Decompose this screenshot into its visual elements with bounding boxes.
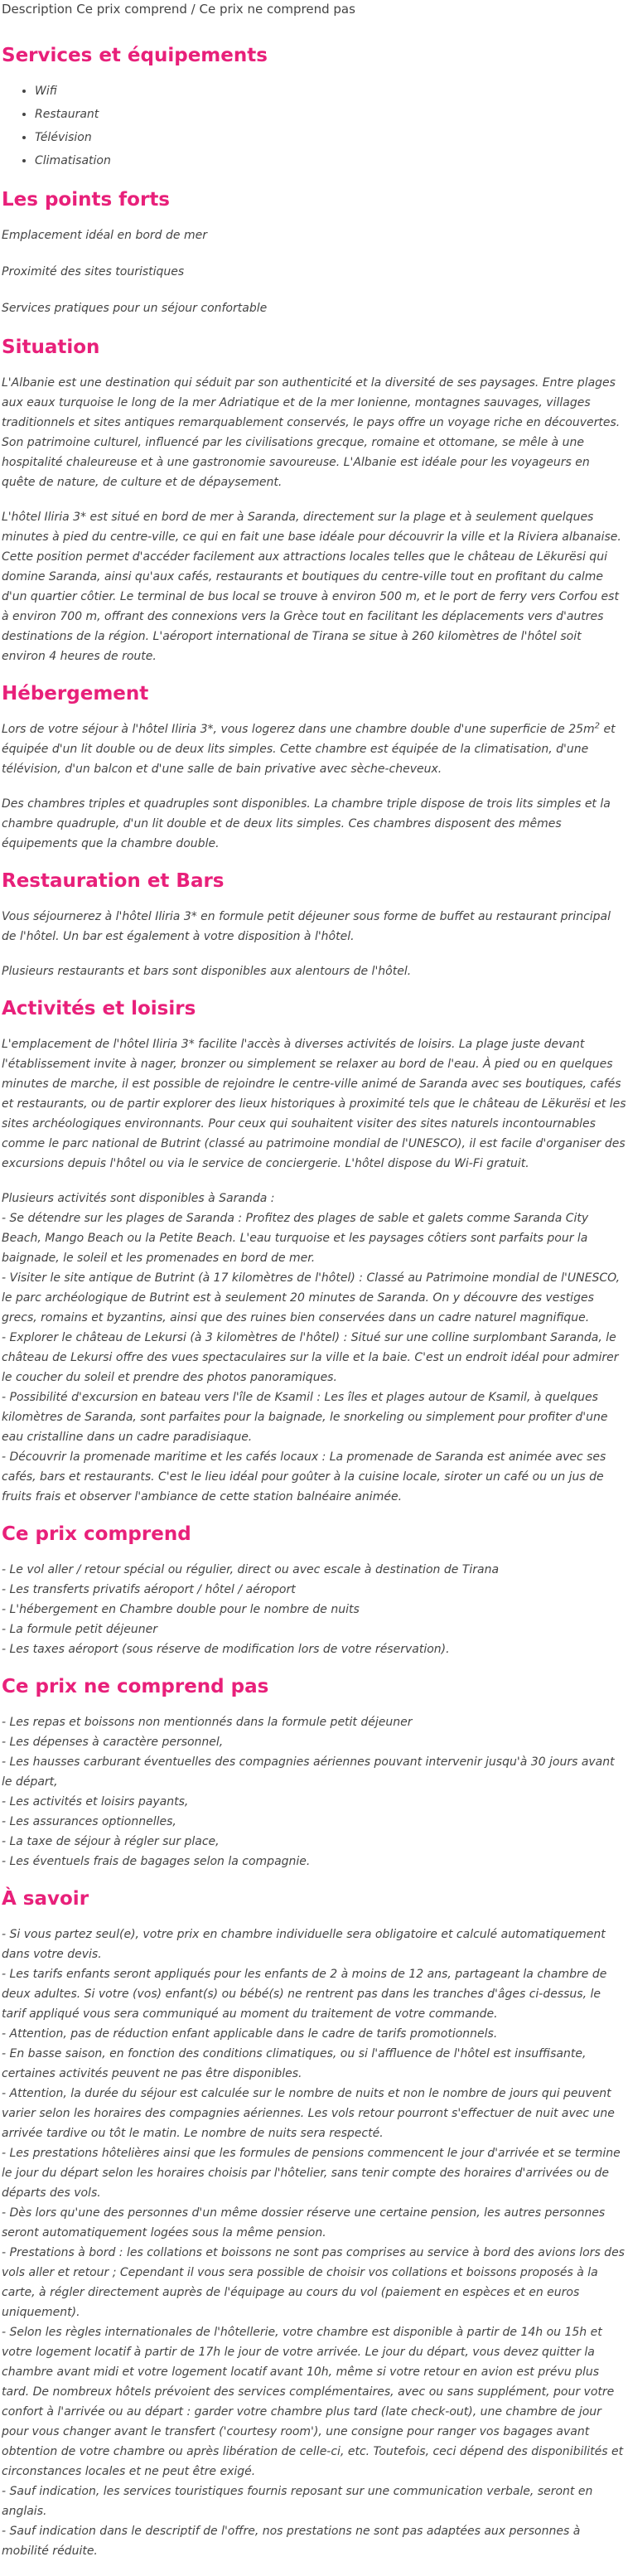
included-title: Ce prix comprend bbox=[2, 1523, 191, 1545]
service-item: • Climatisation bbox=[35, 151, 626, 171]
excluded-list bbox=[2, 1712, 626, 1871]
good-to-know-item: - Les prestations hôtelières ainsi que les formules de pensions commencent le jour d'arrivée et se termine le jour du départ selon les horaires choisis par l'hôtelier, sans tenir compte des horaires d'arrivées ou de départs des vols. bbox=[2, 2147, 621, 2200]
activity-item: - Découvrir la promenade maritime et les cafés locaux : La promenade de Saranda est animée avec ses cafés, bars et restaurants. C'est le lieu idéal pour goûter à la cuisine locale, siroter un café ou un jus de fruits frais et observer l'ambiance de cette station balnéaire animée. bbox=[2, 1450, 606, 1503]
situation-title: Situation bbox=[2, 337, 100, 358]
highlights-section bbox=[2, 187, 626, 318]
dining-paragraph: Vous séjournerez à l'hôtel Iliria 3* en formule petit déjeuner sous forme de buffet au restaurant principal de l'hôtel. Un bar est également à votre disposition à l'hôtel. bbox=[2, 910, 611, 943]
activities-title: Activités et loisirs bbox=[2, 998, 196, 1019]
good-to-know-item: - Prestations à bord : les collations et boissons ne sont pas comprises au service à bord des avions lors des vols aller et retour ; Cependant il vous sera possible de choisir vos collations et boissons proposés à la carte, à régler directement auprès de l'équipage au cours du vol (paiement en espèces et en euros uniquement). bbox=[2, 2246, 625, 2319]
description-tabs bbox=[2, 0, 626, 18]
good-to-know-item: - Sauf indication dans le descriptif de l'offre, nos prestations ne sont pas adaptées aux personnes à mobilité réduite. bbox=[2, 2525, 581, 2558]
situation-section bbox=[2, 335, 626, 666]
dining-paragraph: Plusieurs restaurants et bars sont disponibles aux alentours de l'hôtel. bbox=[2, 965, 412, 978]
situation-paragraph: L'hôtel Iliria 3* est situé en bord de mer à Saranda, directement sur la plage et à seulement quelques minutes à pied du centre-ville, ce qui en fait une base idéale pour découvrir la ville et la Riviera albanaise. Cette position permet d'accéder facilement aux attractions locales telles que le château de Lëkurësi qui domine Saranda, ainsi qu'aux cafés, restaurants et boutiques du centre-ville tout en profitant du calme d'un quartier côtier. Le terminal de bus local se trouve à environ 500 m, et le port de ferry vers Corfou est à environ 700 m, offrant des connexions vers la Grèce tout en facilitant les déplacements vers d'autres destinations de la région. L'aéroport international de Tirana se situe à 260 kilomètres de l'hôtel soit environ 4 heures de route. bbox=[2, 511, 621, 663]
good-to-know-item: - Selon les règles internationales de l'hôtellerie, votre chambre est disponible à partir de 14h ou 15h et votre logement locatif à partir de 17h le jour de votre arrivée. Le jour du départ, vous devez quitter la chambre avant midi et votre logement locatif avant 10h, même si votre retour en avion est prévu plus tard. De nombreux hôtels prévoient des services complémentaires, avec ou sans supplément, pour votre confort à l'arrivée ou au départ : garder votre chambre plus tard (late check-out), une chambre de jour pour vous changer avant le transfert ('courtesy room'), une consigne pour ranger vos bagages avant obtention de votre chambre ou après libération de celle-ci, etc. Toutefois, ceci dépend des disponibilités et circonstances locales et ne peut être exigé. bbox=[2, 2326, 624, 2478]
services-title: Services et équipements bbox=[2, 45, 268, 66]
accommodation-paragraph: Des chambres triples et quadruples sont disponibles. La chambre triple dispose de trois lits simples et la chambre quadruple, d'un lit double et de deux lits simples. Ces chambres disposent des mêmes équipements que la chambre double. bbox=[2, 797, 611, 850]
excluded-section bbox=[2, 1674, 626, 1871]
activity-item: - Possibilité d'excursion en bateau vers l'île de Ksamil : Les îles et plages autour de Ksamil, à quelques kilomètres de Saranda, sont parfaites pour la baignade, le snorkeling ou simplement pour profiter d'une eau cristalline dans un cadre paradisiaque. bbox=[2, 1391, 608, 1444]
accommodation-text: Lors de votre séjour à l'hôtel Iliria 3*, vous logerez dans une chambre double d'une superficie de 25m bbox=[2, 723, 595, 736]
accommodation-paragraph bbox=[2, 719, 626, 779]
tab-description[interactable]: Description bbox=[2, 2, 73, 17]
excluded-title: Ce prix ne comprend pas bbox=[2, 1676, 269, 1697]
included-item: - Les taxes aéroport (sous réserve de modification lors de votre réservation). bbox=[2, 1643, 450, 1656]
included-item: - Les transferts privatifs aéroport / hôtel / aéroport bbox=[2, 1583, 296, 1596]
excluded-item: - Les activités et loisirs payants, bbox=[2, 1795, 189, 1809]
activity-item: - Visiter le site antique de Butrint (à 17 kilomètres de l'hôtel) : Classé au Patrimoine mondial de l'UNESCO, le parc archéologique de Butrint est à seulement 20 minutes de Saranda. On y découvre des vestiges grecs, romains et byzantins, ainsi que des ruines bien conservées dans un cadre naturel magnifique. bbox=[2, 1271, 621, 1324]
activities-paragraph: L'emplacement de l'hôtel Iliria 3* facilite l'accès à diverses activités de loisirs. La plage juste devant l'établissement invite à nager, bronzer ou simplement se relaxer au bord de l'eau. À pied ou en quelques minutes de marche, il est possible de rejoindre le centre-ville animé de Saranda avec ses boutiques, cafés et restaurants, ou de partir explorer des lieux historiques à proximité tels que le château de Lëkurësi et les sites archéologiques environnants. Pour ceux qui souhaitent visiter des sites naturels incontournables comme le parc national de Butrint (classé au patrimoine mondial de l'UNESCO), il est facile d'organiser des excursions depuis l'hôtel ou via le service de conciergerie. L'hôtel dispose du Wi-Fi gratuit. bbox=[2, 1038, 626, 1170]
activities-section bbox=[2, 996, 626, 1507]
activity-item: - Se détendre sur les plages de Saranda : Profitez des plages de sable et galets comme Saranda City Beach, Mango Beach ou la Petite Beach. L'eau turquoise et les paysages côtiers sont parfaits pour la baignade, le soleil et les promenades en bord de mer. bbox=[2, 1212, 589, 1265]
good-to-know-item: - Sauf indication, les services touristiques fournis reposant sur une communication verbale, seront en anglais. bbox=[2, 2485, 593, 2518]
accommodation-title: Hébergement bbox=[2, 683, 149, 705]
good-to-know-item: - En basse saison, en fonction des conditions climatiques, ou si l'affluence de l'hôtel est insuffisante, certaines activités peuvent ne pas être disponibles. bbox=[2, 2047, 587, 2080]
tab-excludes[interactable]: Ce prix ne comprend pas bbox=[199, 2, 355, 17]
square-exponent: 2 bbox=[594, 721, 601, 731]
accommodation-section bbox=[2, 681, 626, 854]
accommodation-text: et équipée d'un lit double ou de deux lits simples. Cette chambre est équipée de la climatisation, d'une télévision, d'un balcon et d'une salle de bain privative avec sèche-cheveux. bbox=[2, 723, 616, 776]
included-item: - Le vol aller / retour spécial ou régulier, direct ou avec escale à destination de Tirana bbox=[2, 1563, 500, 1576]
good-to-know-item: - Si vous partez seul(e), votre prix en chambre individuelle sera obligatoire et calculé automatiquement dans votre devis. bbox=[2, 1928, 606, 1961]
tab-includes[interactable]: Ce prix comprend bbox=[76, 2, 187, 17]
good-to-know-list bbox=[2, 1925, 626, 2561]
activities-list bbox=[2, 1189, 626, 1507]
situation-paragraph: L'Albanie est une destination qui séduit par son authenticité et la diversité de ses paysages. Entre plages aux eaux turquoise le long de la mer Adriatique et de la mer Ionienne, montagnes sauvages, villages traditionnels et sites antiques remarquablement conservés, le pays offre un voyage riche en découvertes. Son patrimoine culturel, influencé par les civilisations grecque, romaine et ottomane, se mêle à une hospitalité chaleureuse et à une gastronomie savoureuse. L'Albanie est idéale pour les voyageurs en quête de nature, de culture et de dépaysement. bbox=[2, 376, 621, 489]
services-section bbox=[2, 43, 626, 171]
good-to-know-item: - Les tarifs enfants seront appliqués pour les enfants de 2 à moins de 12 ans, partageant la chambre de deux adultes. Si votre (vos) enfant(s) ou bébé(s) ne rentrent pas dans les tranches d'âges ci-dessus, le tarif appliqué vous sera communiqué au moment du traitement de votre commande. bbox=[2, 1968, 607, 2021]
service-item: • Wifi bbox=[35, 81, 626, 101]
excluded-item: - Les éventuels frais de bagages selon la compagnie. bbox=[2, 1855, 311, 1868]
highlight-item: Emplacement idéal en bord de mer bbox=[2, 229, 207, 242]
excluded-item: - Les repas et boissons non mentionnés dans la formule petit déjeuner bbox=[2, 1716, 413, 1729]
good-to-know-item: - Attention, la durée du séjour est calculée sur le nombre de nuits et non le nombre de jours qui peuvent varier selon les horaires des compagnies aériennes. Les vols retour pourront s'effectuer de nuit avec une arrivée tardive ou tôt le matin. Le nombre de nuits sera respecté. bbox=[2, 2087, 615, 2140]
excluded-item: - Les dépenses à caractère personnel, bbox=[2, 1736, 224, 1749]
activity-item: - Explorer le château de Lekursi (à 3 kilomètres de l'hôtel) : Situé sur une colline surplombant Saranda, le château de Lekursi offre des vues spectaculaires sur la ville et la baie. C'est un endroit idéal pour admirer le coucher du soleil et prendre des photos panoramiques. bbox=[2, 1331, 619, 1384]
service-item: • Télévision bbox=[35, 128, 626, 148]
good-to-know-item: - Attention, pas de réduction enfant applicable dans le cadre de tarifs promotionnels. bbox=[2, 2027, 498, 2041]
good-to-know-section bbox=[2, 1886, 626, 2561]
excluded-item: - Les assurances optionnelles, bbox=[2, 1815, 176, 1828]
good-to-know-title: À savoir bbox=[2, 1888, 89, 1910]
included-list bbox=[2, 1560, 626, 1659]
excluded-item: - Les hausses carburant éventuelles des compagnies aériennes pouvant intervenir jusqu'à 30 jours avant le départ, bbox=[2, 1755, 615, 1789]
included-item: - La formule petit déjeuner bbox=[2, 1623, 157, 1636]
excluded-item: - La taxe de séjour à régler sur place, bbox=[2, 1835, 220, 1848]
highlight-item: Proximité des sites touristiques bbox=[2, 265, 185, 278]
tab-separator: / bbox=[191, 2, 196, 17]
dining-section bbox=[2, 869, 626, 981]
highlights-title: Les points forts bbox=[2, 189, 171, 211]
good-to-know-item: - Dès lors qu'une des personnes d'un même dossier réserve une certaine pension, les autres personnes seront automatiquement logées sous la même pension. bbox=[2, 2206, 606, 2239]
dining-title: Restauration et Bars bbox=[2, 870, 225, 892]
included-section bbox=[2, 1522, 626, 1659]
service-item: • Restaurant bbox=[35, 104, 626, 124]
activities-intro: Plusieurs activités sont disponibles à Saranda : bbox=[2, 1192, 275, 1205]
included-item: - L'hébergement en Chambre double pour le nombre de nuits bbox=[2, 1603, 360, 1616]
highlight-item: Services pratiques pour un séjour confortable bbox=[2, 302, 268, 315]
services-list bbox=[2, 81, 626, 171]
